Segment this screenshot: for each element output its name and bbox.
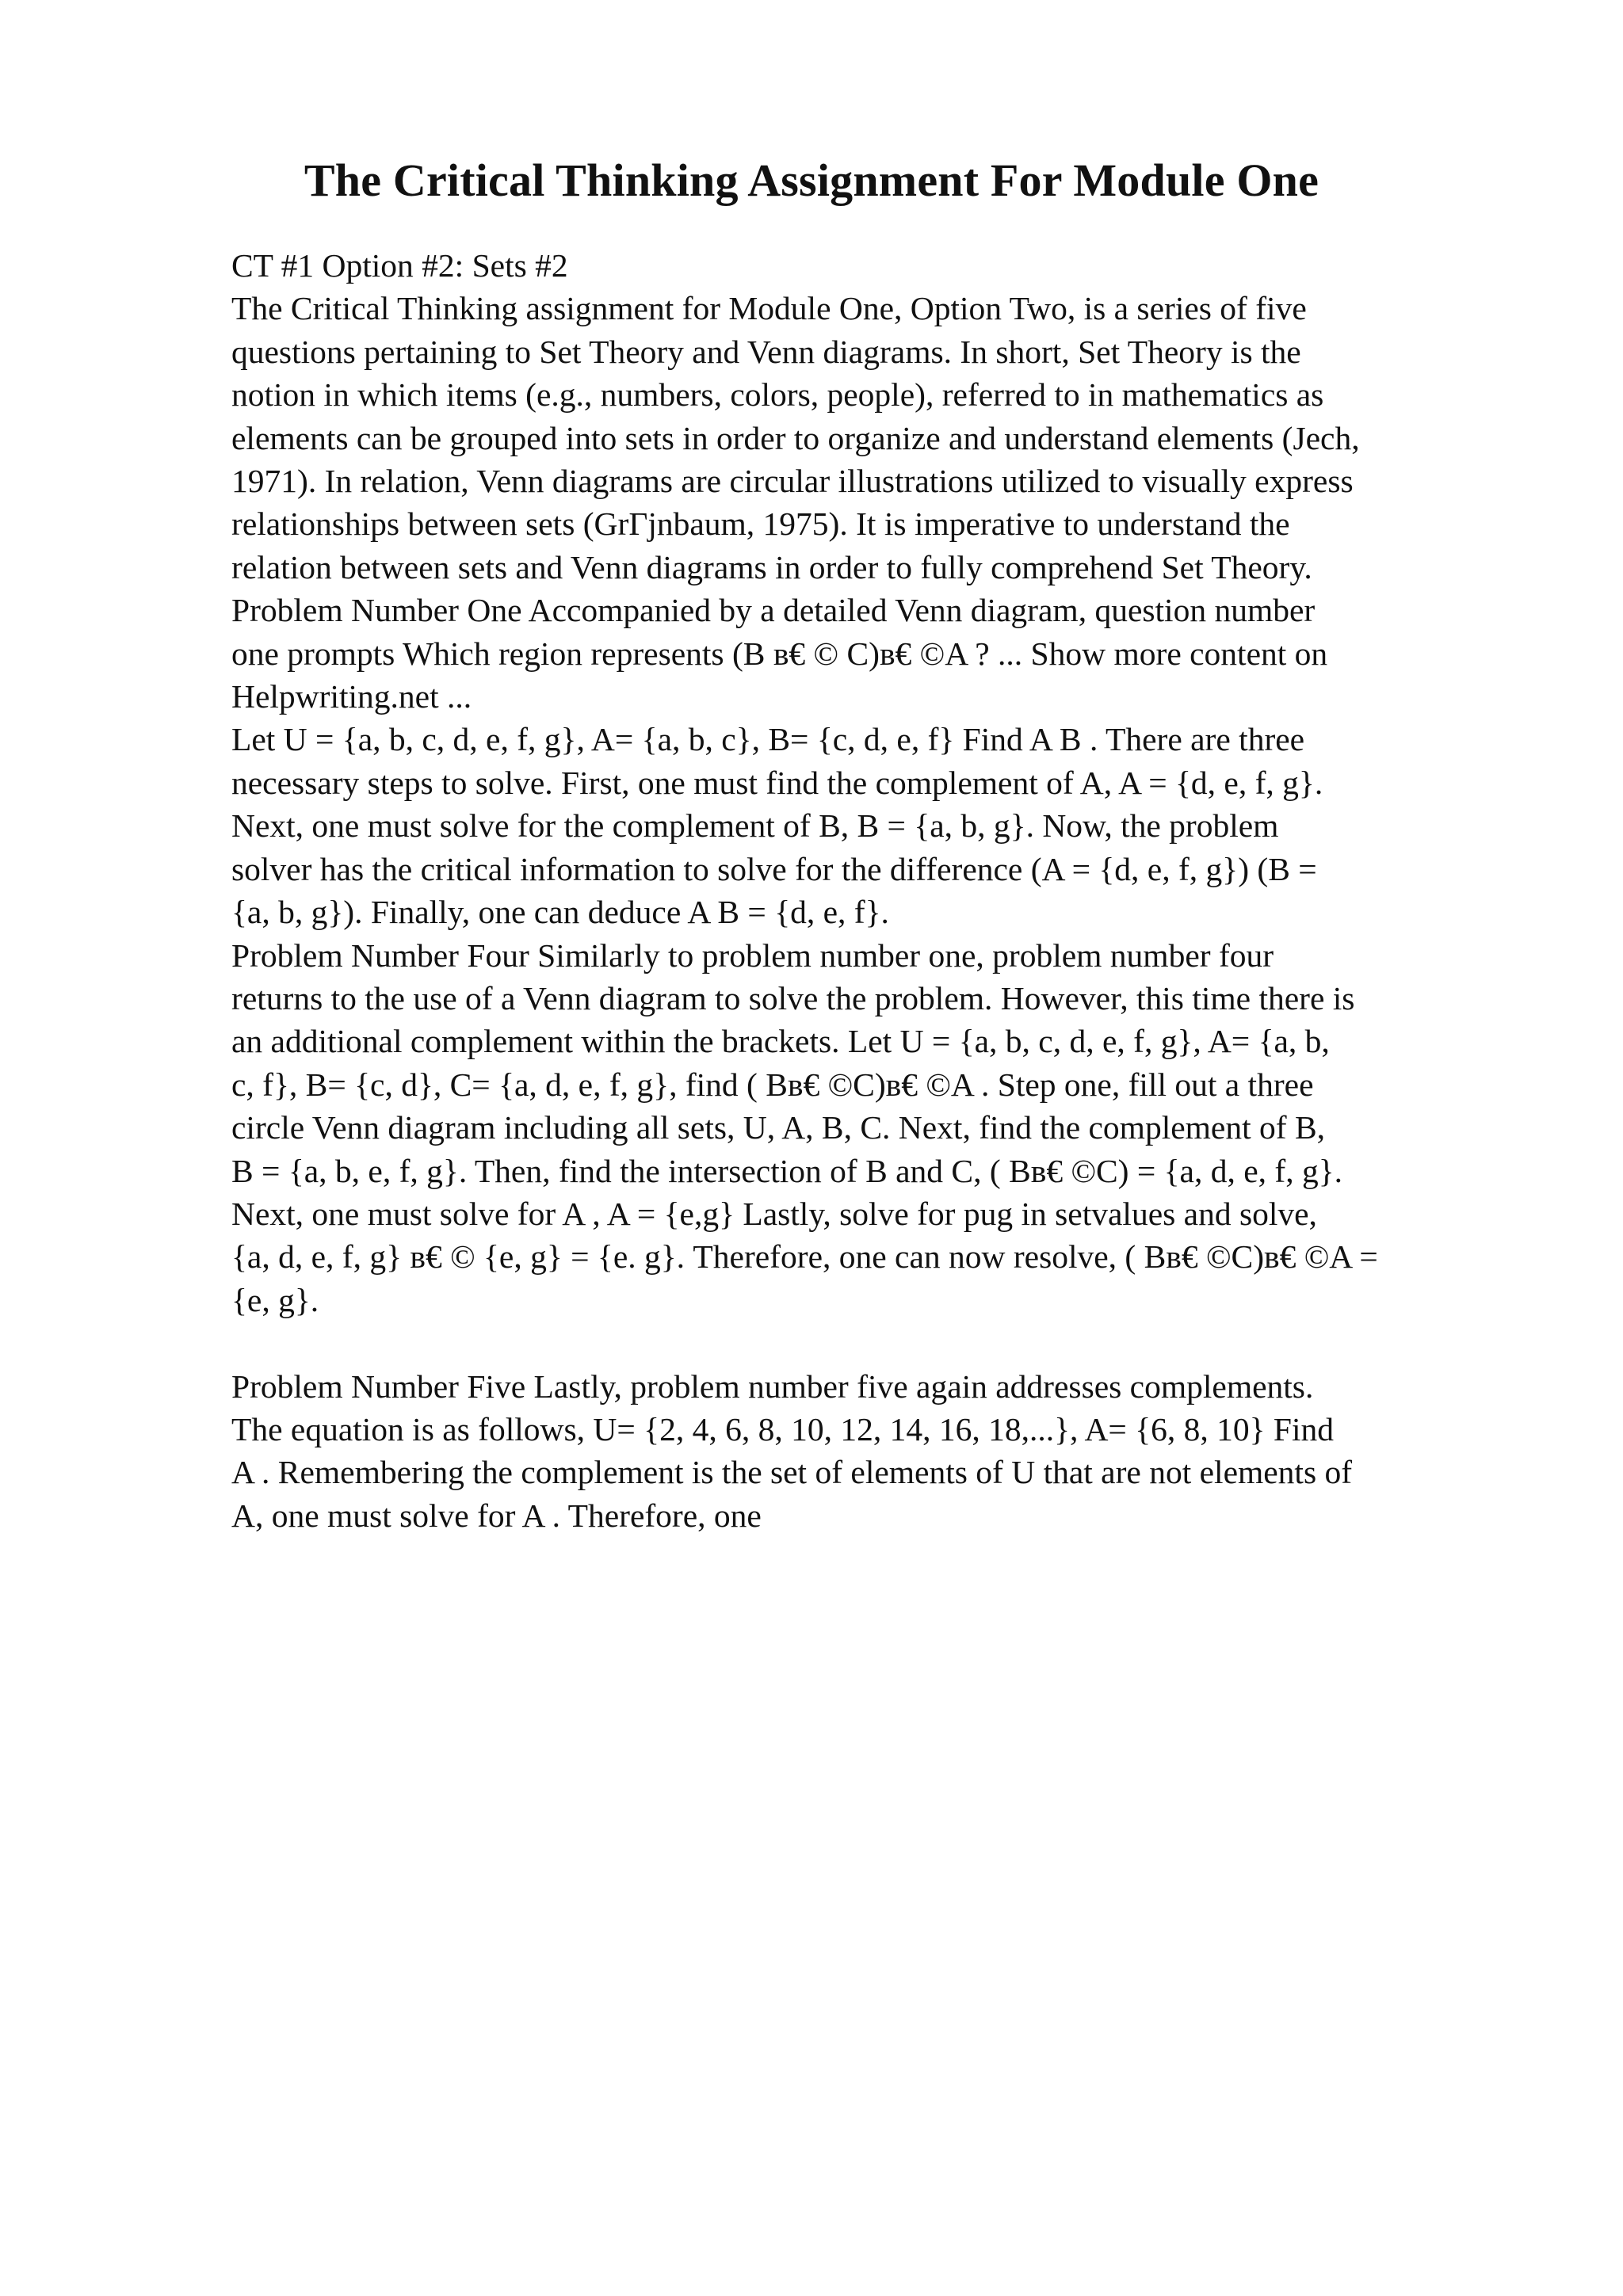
text-line: c, f}, B= {c, d}, C= {a, d, e, f, g}, find ( Bв€ ©C)в€ ©A . Step one, fill out a three <box>231 1066 1314 1103</box>
text-line: elements can be grouped into sets in order to organize and understand elements (Jech, <box>231 419 1360 456</box>
text-line: one prompts Which region represents (B в€ © C)в€ ©A ? ... Show more content on <box>231 635 1328 672</box>
document-title: The Critical Thinking Assignment For Module One <box>304 154 1319 206</box>
text-line: notion in which items (e.g., numbers, colors, people), referred to in mathematics as <box>231 376 1324 414</box>
document-body <box>231 244 1547 1537</box>
text-line: A, one must solve for A . Therefore, one <box>231 1497 762 1534</box>
text-line: 1971). In relation, Venn diagrams are circular illustrations utilized to visually express <box>231 463 1354 500</box>
text-line: Let U = {a, b, c, d, e, f, g}, A= {a, b, c}, B= {c, d, e, f} Find A B . There are three <box>231 721 1305 758</box>
text-line: relation between sets and Venn diagrams in order to fully comprehend Set Theory. <box>231 548 1312 585</box>
text-line: an additional complement within the brackets. Let U = {a, b, c, d, e, f, g}, A= {a, b, <box>231 1023 1330 1060</box>
text-line: relationships between sets (GrΓjnbaum, 1975). It is imperative to understand the <box>231 505 1290 543</box>
text-line: necessary steps to solve. First, one must find the complement of A, A = {d, e, f, g}. <box>231 764 1323 801</box>
text-line: Helpwriting.net ... <box>231 678 472 715</box>
text-line: circle Venn diagram including all sets, U, A, B, C. Next, find the complement of B, <box>231 1109 1325 1146</box>
blank-line <box>231 1322 1547 1364</box>
text-line: {a, d, e, f, g} в€ © {e, g} = {e. g}. Therefore, one can now resolve, ( Bв€ ©C)в€ ©A = <box>231 1238 1378 1276</box>
text-line: returns to the use of a Venn diagram to solve the problem. However, this time there is <box>231 979 1355 1016</box>
text-line: {a, b, g}). Finally, one can deduce A B = {d, e, f}. <box>231 894 889 931</box>
text-line: Problem Number Five Lastly, problem number five again addresses complements. <box>231 1367 1314 1405</box>
text-line: {e, g}. <box>231 1281 319 1318</box>
text-line: Problem Number Four Similarly to problem number one, problem number four <box>231 936 1274 974</box>
text-line: Next, one must solve for the complement of B, B = {a, b, g}. Now, the problem <box>231 807 1279 845</box>
text-line: B = {a, b, e, f, g}. Then, find the intersection of B and C, ( Bв€ ©C) = {a, d, e, f, g}. <box>231 1152 1343 1189</box>
text-line: A . Remembering the complement is the set of elements of U that are not elements of <box>231 1454 1353 1491</box>
text-line: The Critical Thinking assignment for Module One, Option Two, is a series of five <box>231 290 1307 327</box>
text-line: The equation is as follows, U= {2, 4, 6, 8, 10, 12, 14, 16, 18,...}, A= {6, 8, 10} Find <box>231 1410 1335 1447</box>
text-line: Problem Number One Accompanied by a detailed Venn diagram, question number <box>231 592 1316 629</box>
text-line: solver has the critical information to solve for the difference (A = {d, e, f, g}) (B = <box>231 850 1317 887</box>
text-line: questions pertaining to Set Theory and Venn diagrams. In short, Set Theory is the <box>231 333 1301 370</box>
text-line: Next, one must solve for A , A = {e,g} Lastly, solve for pug in setvalues and solve, <box>231 1195 1317 1232</box>
text-line: CT #1 Option #2: Sets #2 <box>231 247 568 284</box>
